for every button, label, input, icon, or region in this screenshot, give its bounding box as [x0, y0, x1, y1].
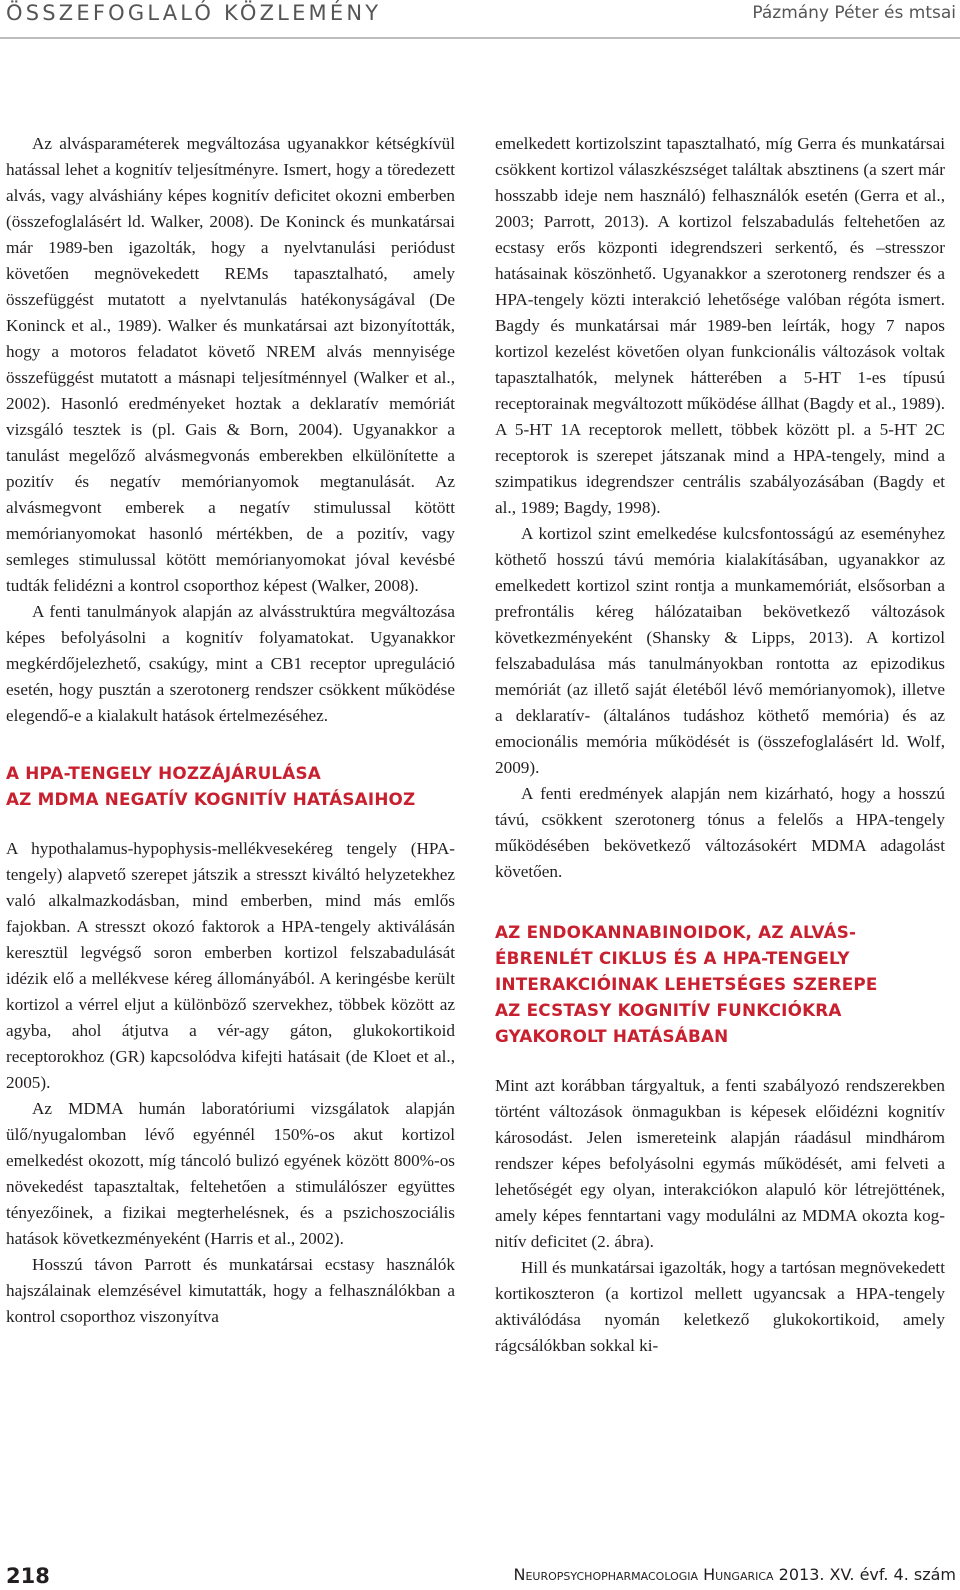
paragraph: A hypothalamus-hypophysis-mellékvesekéreg tengely (HPA-tengely) alapvető szerepet játszik a stresszt kiváltó helyzetekhez való alkalmazkodásban, mind emberben, mind más emlős fajokban. A stresszt okozó faktorok a HPA-tengely aktiválásán keresztül legvégső soron emberben kortizol felszabadulását idézik elő a mellékvese kéreg állományából. A keringésbe került kortizol a vérrel eljut a különböző szervekhez, többek között az agyba, ahol átjutva a vér-agy gáton, glukokortikoid receptorokhoz (GR) kapcsolódva kifejti hatásait (de Kloet et al., 2005).	[6, 839, 455, 1092]
section-heading	[6, 760, 455, 812]
page-number: 218	[6, 1564, 50, 1588]
heading-line: ÉBRENLÉT CIKLUS ÉS A HPA-TENGELY	[495, 948, 850, 968]
journal-volume: 2013. XV. évf. 4. szám	[778, 1565, 956, 1584]
page-header	[0, 0, 960, 39]
section-heading	[495, 919, 945, 1049]
section-label: ÖSSZEFOGLALÓ KÖZLEMÉNY	[6, 1, 382, 25]
paragraph: A fenti eredmények alapján nem kizárható, hogy a hosszú távú, csökkent szerotonerg tónus a felelős a HPA-tengely működésében bekövetkező változásokért MDMA adagolást követően.	[495, 784, 945, 881]
paragraph: Mint azt korábban tárgyaltuk, a fenti szabályozó rendszerekben történt változások önmagukban is képesek előidézni kognitív károsodást. Jelen ismereteink alapján ráadásul mindhárom rendszer képes befolyásolni egymás működését, ami felveti a lehetőségét egy olyan, interakciókon alapuló kör létrejöttének, amely képes fenntartani vagy modulálni az MDMA okozta kognitív deficitet (2. ábra).	[495, 1076, 945, 1251]
heading-line: AZ MDMA NEGATÍV KOGNITÍV HATÁSAIHOZ	[6, 789, 416, 809]
heading-line: AZ ENDOKANNABINOIDOK, AZ ALVÁS-	[495, 922, 857, 942]
running-authors: Pázmány Péter és mtsai	[752, 3, 956, 23]
paragraph: Hosszú távon Parrott és munkatársai ecstasy használók hajszálainak elemzésével kimutatták, hogy a felhasználókban a kontrol csoporthoz viszonyítva	[6, 1255, 455, 1326]
paragraph: A kortizol szint emelkedése kulcsfontosságú az eseményhez köthető hosszú távú memória kialakításában, ugyanakkor az emelkedett kortizol szint rontja a munkamemóriát, elsősorban a prefrontális kéreg hálózataiban bekövetkező változások következményeként (Shansky & Lipps, 2013). A kortizol felszabadulása más tanulmányokban rontotta az epizodikus memóriát (az illető saját életéből lévő memórianyomok), illetve a deklaratív- (általános tudáshoz köthető memória) és az emocionális memória működését is (összefoglalásért ld. Wolf, 2009).	[495, 524, 945, 777]
journal-name: Neuropsychopharmacologia Hungarica	[513, 1565, 774, 1584]
page-footer	[0, 1554, 960, 1590]
paragraph: Az alvásparaméterek megváltozása ugyanakkor kétségkívül hatással lehet a kognitív teljesítményre. Ismert, hogy a töredezett alvás, vagy alváshiány képes kognitív deficitet okozni emberben (összefoglalásért ld. Walker, 2008). De Koninck és munkatársai már 1989-ben igazolták, hogy a nyelvtanulási periódust követően megnövekedett REMs tapasztalható, amely összefüggést mutatott a nyelvtanulás hatékonyságával (De Koninck et al., 1989). Walker és munkatársai azt bizonyították, hogy a motoros feladatot követő NREM alvás mennyisége összefüggést mutatott a másnapi teljesítménnyel (Walker et al., 2002). Hasonló eredményeket hoztak a deklaratív memóriát vizsgáló tesztek is (pl. Gais & Born, 2004). Ugyanakkor a tanulást megelőző alvásmegvonás emberekben elkülönítette a pozitív és negatív memórianyomok megtanulását. Az alvásmegvont emberek a negatív stimulussal kötött memórianyomokat hasonló mértékben, de a pozitív, vagy semleges stimulussal kötött memórianyomokat jóval kevésbé tudták felidézni a kontrol csoporthoz képest (Walker, 2008).	[6, 134, 455, 595]
journal-citation	[513, 1565, 956, 1584]
paragraph: Hill és munkatársai igazolták, hogy a tartósan megnövekedett kortikoszteron (a kortizol mellett ugyancsak a HPA-tengely aktiválódása nyomán keletkező glukokortikoid, amely rágcsálókban sokkal ki-	[495, 1258, 945, 1355]
left-column	[6, 131, 455, 1330]
paragraph: Az MDMA humán laboratóriumi vizsgálatok alapján ülő/nyugalomban lévő egyénnél 150%-os akut kortizol emelkedést okozott, míg táncoló bulizó egyének között 800%-os növekedést tapasztaltak, feltehetően a stimulálószer együttes tényezőinek, a fizikai megterhelésnek, és a pszichoszociális hatások következményeként (Harris et al., 2002).	[6, 1099, 455, 1248]
heading-line: INTERAKCIÓINAK LEHETSÉGES SZEREPE	[495, 974, 878, 994]
paragraph: emelkedett kortizolszint tapasztalható, míg Gerra és munkatársai csökkent kortizol válaszkészséget találtak absztinens (a szert már hosszabb ideje nem használó) felhasználók esetén (Gerra et al., 2003; Parrott, 2013). A kortizol felszabadulás feltehetően az ecstasy erős központi idegrendszeri serkentő, és –stresszor hatásainak köszönhető. Ugyanakkor a szerotonerg rendszer és a HPA-tengely közti interakció lehetősége valóban régóta ismert. Bagdy és munkatársai már 1989-ben leírták, hogy 7 napos kortizol kezelést követően olyan funkcionális változások voltak tapasztalhatók, melynek hátterében a 5-HT 1-es típusú receptorainak megváltozott működése állhat (Bagdy et al., 1989). A 5-HT 1A receptorok mellett, többek között pl. a 5-HT 2C receptorok is szerepet játszanak mind a HPA-tengely, mind a szimpatikus idegrendszer centrális szabályozásában (Bagdy et al., 1989; Bagdy, 1998).	[495, 134, 945, 517]
right-column	[495, 131, 945, 1359]
heading-line: AZ ECSTASY KOGNITÍV FUNKCIÓKRA	[495, 1000, 842, 1020]
paragraph: A fenti tanulmányok alapján az alvásstruktúra megváltozása képes befolyásolni a kognitív folyamatokat. Ugyanakkor megkérdőjelezhető, csakúgy, mint a CB1 receptor upreguláció esetén, hogy pusztán a szerotonerg rendszer csökkent működése elegendő-e a kialakult hatások értelmezéséhez.	[6, 602, 455, 725]
heading-line: A HPA-TENGELY HOZZÁJÁRULÁSA	[6, 763, 321, 783]
heading-line: GYAKOROLT HATÁSÁBAN	[495, 1026, 729, 1046]
